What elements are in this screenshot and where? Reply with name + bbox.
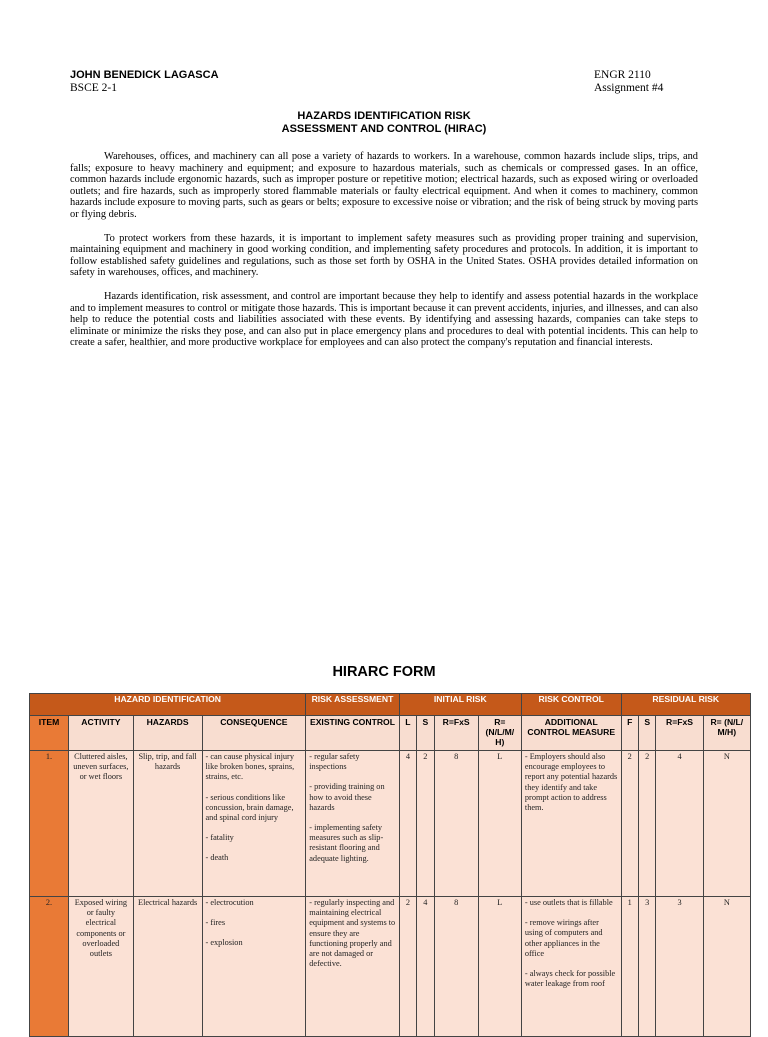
cell-r: 8 [434,897,478,1037]
paragraph: Hazards identification, risk assessment, and control are important because they help to identify and assess potential hazards in the workplace and to implement measures to control or mitigate those hazards. This is important because it can prevent accidents, injuries, and illnesses, and can also help to reduce the potential costs and liabilities associated with these events. By identifying and assessing hazards, companies can take steps to eliminate or minimize the risks they pose, and can also put in place emergency plans and procedures to deal with potential incidents. This can help to create a safer, healthier, and more productive workplace for employees and can also protect the company's reputation and financial interests. [70,290,698,349]
table-row [30,751,751,897]
author-block [70,69,370,95]
cell-s: 4 [417,897,434,1037]
table-column-header [30,716,751,751]
course-code: ENGR 2110 [594,69,651,81]
table-group-header [30,694,751,716]
paragraph: To protect workers from these hazards, it is important to implement safety measures such as providing proper training and supervision, maintaining equipment and machinery in good working condition, and implementing safety procedures and protocols. In addition, it is important to follow established safety guidelines and regulations, such as those set forth by OSHA in the United States. OSHA provides detailed information on safety in warehouses, offices, and machinery. [70,232,698,279]
cell-residual-f: 2 [621,751,638,897]
group-risk-assessment: RISK ASSESSMENT [306,694,399,716]
consequence-item: - fires [205,918,226,928]
cell-residual-r: 4 [656,751,703,897]
col-existing-control: EXISTING CONTROL [306,716,399,751]
col-additional-control: ADDITIONAL CONTROL MEASURE [521,716,621,751]
cell-l: 4 [399,751,416,897]
cell-residual-rating: N [703,897,750,1037]
col-s: S [417,716,434,751]
cell-rating: L [478,897,521,1037]
additional-control-item: - remove wirings after using of computers and other appliances in the office [524,918,603,958]
assignment-number: Assignment #4 [594,82,664,94]
col-hazards: HAZARDS [133,716,202,751]
cell-hazards: Slip, trip, and fall hazards [133,751,202,897]
cell-additional-control [521,897,621,1037]
cell-consequence [202,897,306,1037]
consequence-item: - serious conditions like concussion, brain damage, and spinal cord injury [205,792,294,823]
group-risk-control: RISK CONTROL [521,694,621,716]
group-initial-risk: INITIAL RISK [399,694,521,716]
form-title: HIRARC FORM [332,664,436,680]
cell-r: 8 [434,751,478,897]
additional-control-item: - always check for possible water leakage from roof [524,969,616,989]
cell-activity: Exposed wiring or faulty electrical components or overloaded outlets [69,897,134,1037]
author-section: BSCE 2-1 [70,82,117,94]
cell-item: 1. [30,751,69,897]
cell-residual-r: 3 [656,897,703,1037]
additional-control-item: - Employers should also encourage employees to report any potential hazards they identify and take prompt action to address them. [524,752,618,813]
control-item: - regularly inspecting and maintaining electrical equipment and systems to ensure they are functioning properly and are not damaged or defective. [309,898,396,969]
cell-activity: Cluttered aisles, uneven surfaces, or wet floors [69,751,134,897]
group-residual-risk: RESIDUAL RISK [621,694,750,716]
cell-hazards: Electrical hazards [133,897,202,1037]
consequence-item: - electrocution [205,898,254,907]
consequence-item: - death [205,853,229,863]
control-item: - implementing safety measures such as slip-resistant flooring and adequate lighting. [309,823,384,863]
cell-consequence [202,751,306,897]
col-residual-r-rating: R= (N/L/ M/H) [703,716,750,751]
col-r-fxs: R=FxS [434,716,478,751]
col-l: L [399,716,416,751]
cell-existing-control [306,897,399,1037]
cell-residual-s: 2 [638,751,655,897]
col-r-rating: R= (N/L/M/ H) [478,716,521,751]
col-residual-s: S [638,716,655,751]
cell-item: 2. [30,897,69,1037]
document-title-line-1: HAZARDS IDENTIFICATION RISK [297,110,471,122]
document-title-line-2: ASSESSMENT AND CONTROL (HIRAC) [281,123,487,135]
table-row [30,897,751,1037]
cell-additional-control [521,751,621,897]
consequence-item: - fatality [205,833,234,843]
hirarc-table [29,693,751,1037]
cell-residual-rating: N [703,751,750,897]
group-hazard-identification: HAZARD IDENTIFICATION [30,694,306,716]
col-activity: ACTIVITY [69,716,134,751]
body-text [70,151,698,361]
paragraph: Warehouses, offices, and machinery can all pose a variety of hazards to workers. In a warehouse, common hazards include slips, trips, and falls; exposure to heavy machinery and equipment; and exposure to hazardous materials, such as chemicals or compressed gases. In an office, common hazards include ergonomic hazards, such as improper posture or repetitive motion; electrical hazards, such as exposed wiring or overloaded outlets; and fire hazards, such as improperly stored flammable materials or faulty electrical equipment. And when it comes to machinery, common hazards include exposure to moving parts, such as gears or belts; exposure to excessive noise or vibration; and the risk of being struck by moving parts or flying debris. [70,151,698,220]
cell-residual-s: 3 [638,897,655,1037]
cell-s: 2 [417,751,434,897]
course-block [594,69,714,95]
col-consequence: CONSEQUENCE [202,716,306,751]
col-residual-f: F [621,716,638,751]
col-residual-r-fxs: R=FxS [656,716,703,751]
consequence-item: - explosion [205,938,243,948]
additional-control-item: - use outlets that is fillable [524,898,613,907]
cell-rating: L [478,751,521,897]
author-name: JOHN BENEDICK LAGASCA [70,69,219,81]
cell-residual-f: 1 [621,897,638,1037]
control-item: - regular safety inspections [309,752,360,772]
cell-l: 2 [399,897,416,1037]
control-item: - providing training on how to avoid these hazards [309,782,385,812]
col-item: ITEM [30,716,69,751]
cell-existing-control [306,751,399,897]
consequence-item: - can cause physical injury like broken bones, sprains, strains, etc. [205,752,295,782]
document-title [70,110,698,136]
